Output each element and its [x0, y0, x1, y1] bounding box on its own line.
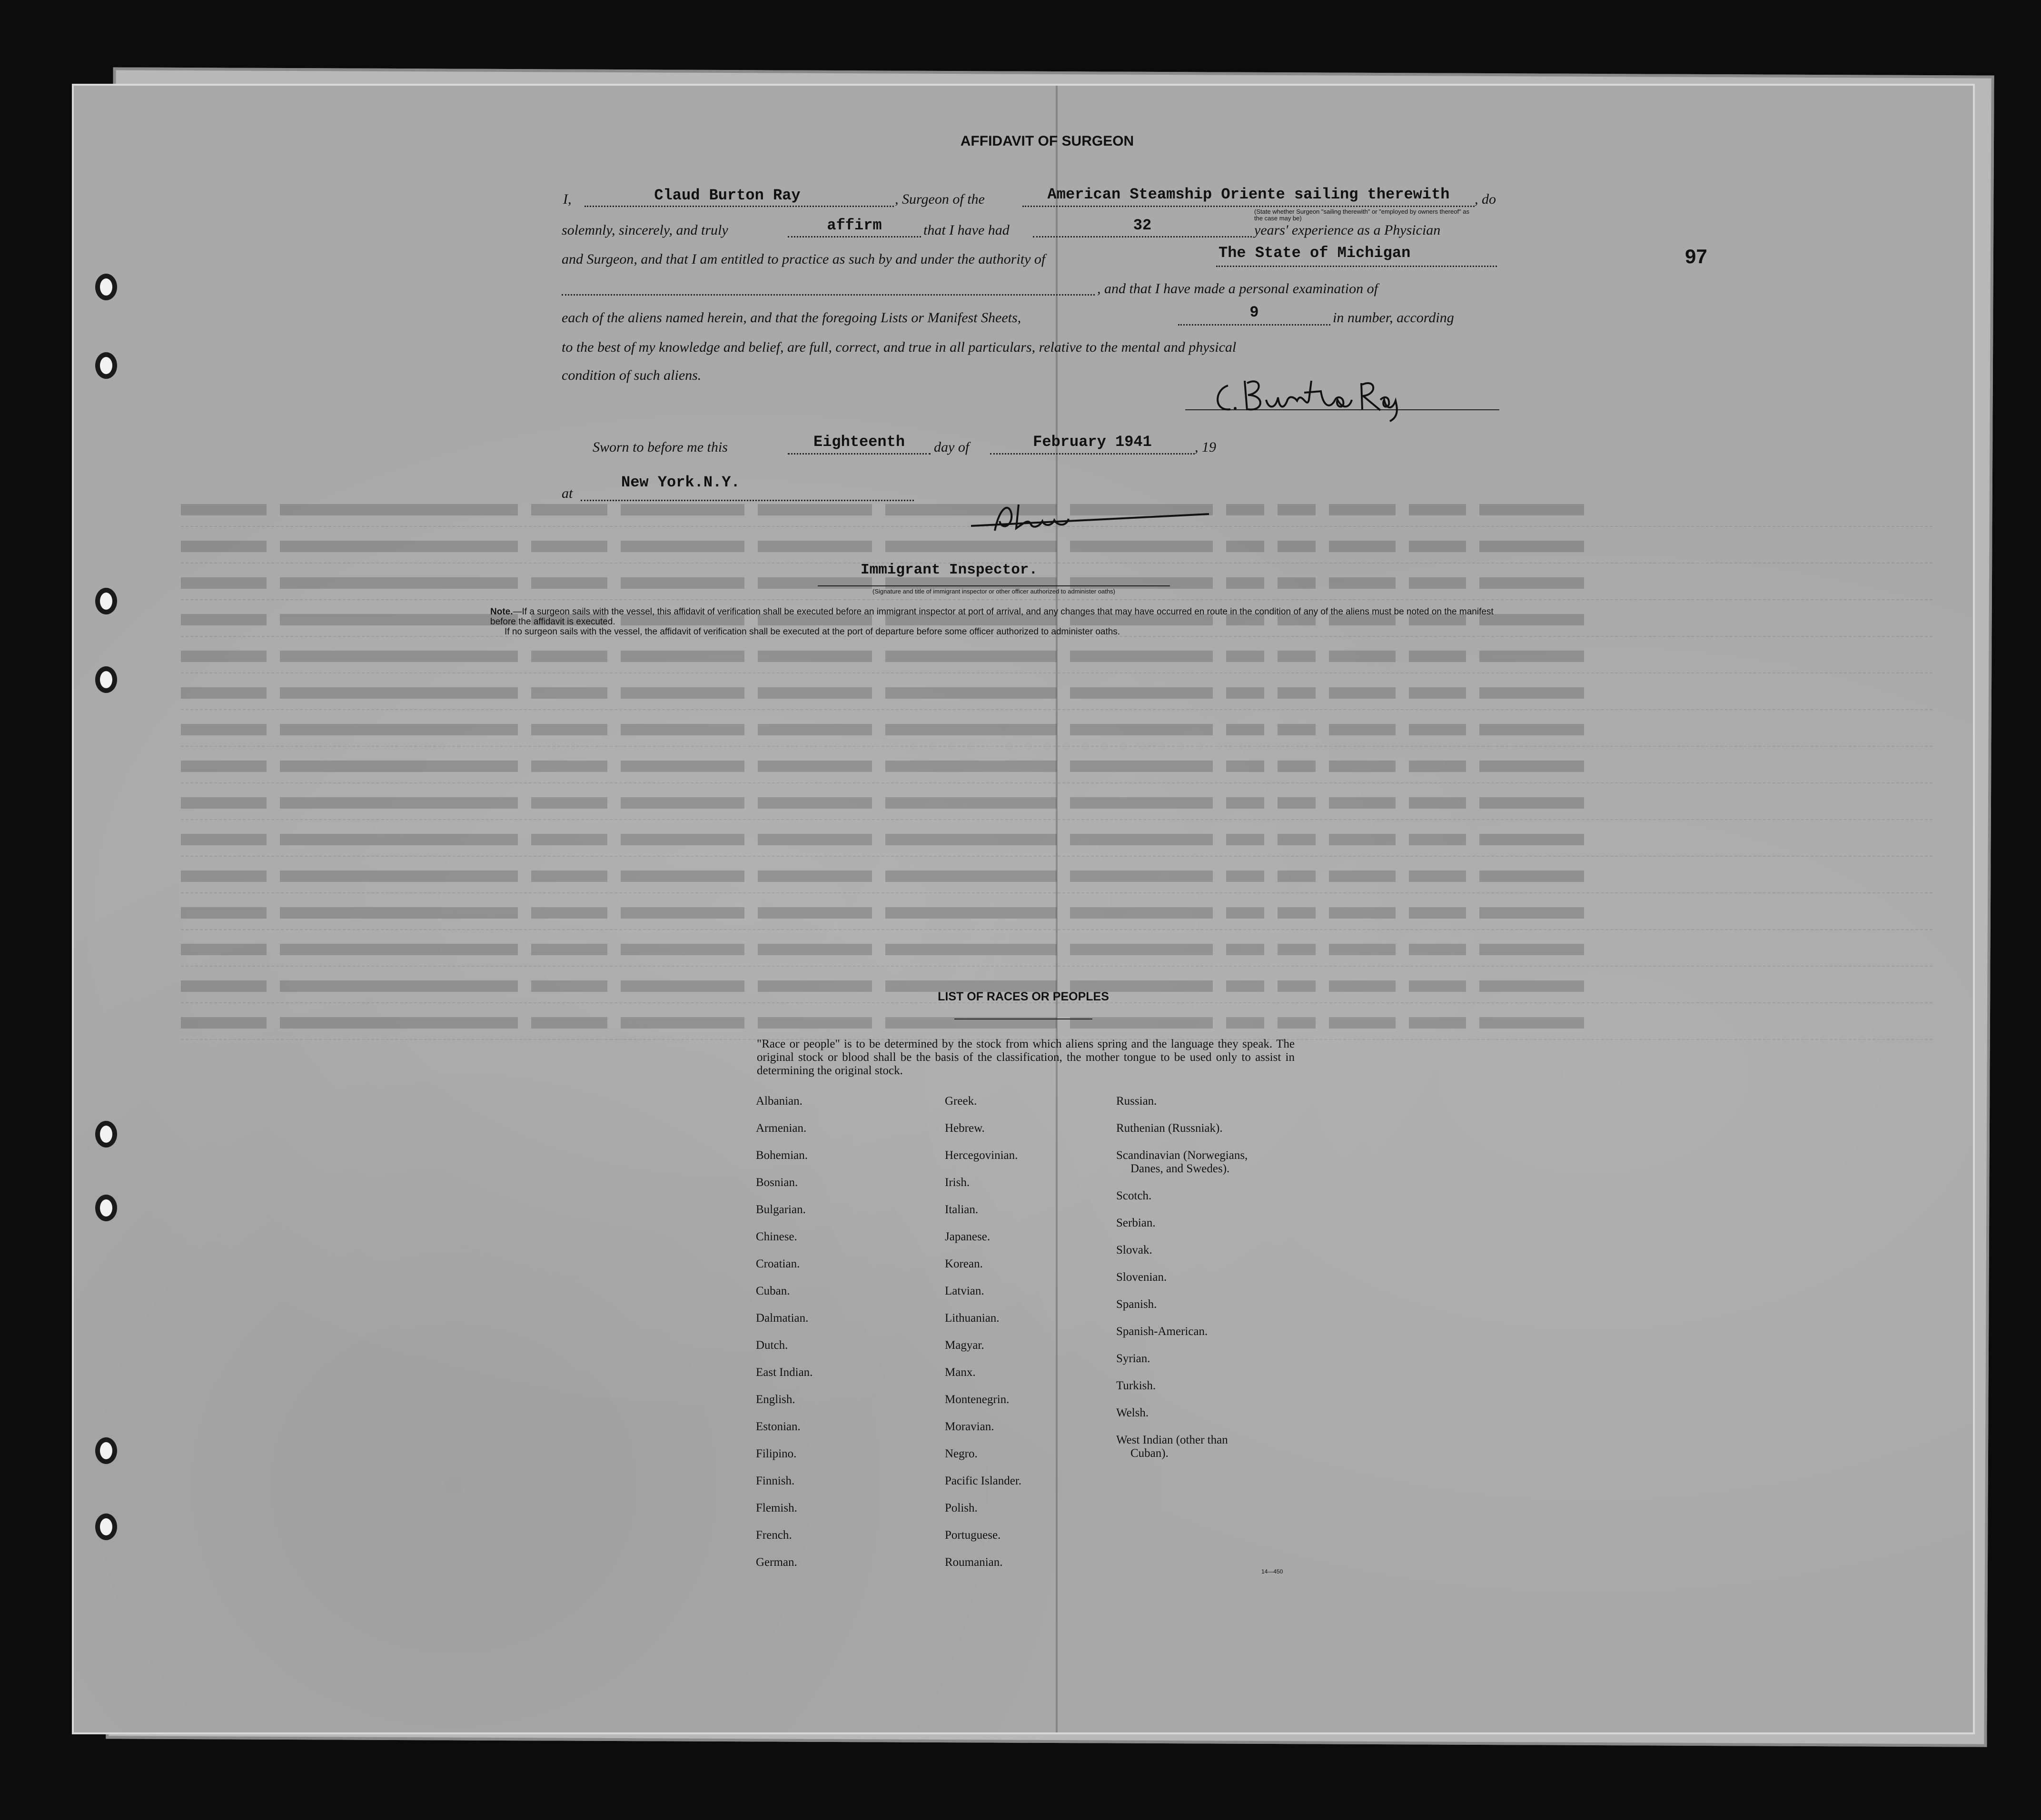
race-item: German.: [756, 1556, 797, 1569]
race-item: Spanish.: [1116, 1298, 1157, 1311]
year-prefix-label: , 19: [1195, 439, 1216, 455]
in-number-label: in number, according: [1333, 310, 1454, 326]
each-label: each of the aliens named herein, and that the foregoing Lists or Manifest Sheets,: [562, 310, 1021, 326]
affirm-line: [788, 236, 921, 237]
day-of-label: day of: [934, 439, 970, 455]
race-item: Finnish.: [756, 1474, 795, 1487]
have-had-label: that I have had: [923, 222, 1010, 238]
race-item: Manx.: [945, 1366, 976, 1379]
inspector-signature: [952, 493, 1219, 540]
condition-label: condition of such aliens.: [562, 367, 702, 383]
note-line-1: —If a surgeon sails with the vessel, this affidavit of verification shall be executed before an immigrant inspector at port of arrival, and any changes that may have occurred en route in the condition of any of the aliens must be noted on the manifest before the affidavit is executed.: [490, 607, 1494, 627]
inspector-title: Immigrant Inspector.: [861, 562, 1038, 578]
surgeon-of-label: , Surgeon of the: [895, 191, 985, 207]
race-item: Bohemian.: [756, 1149, 808, 1162]
place-field: New York.N.Y.: [621, 474, 740, 491]
race-item: Serbian.: [1116, 1217, 1156, 1229]
i-label: I,: [563, 191, 572, 207]
years-label: years' experience as a Physician: [1254, 222, 1441, 238]
race-item: Ruthenian (Russniak).: [1116, 1122, 1223, 1135]
race-item: Welsh.: [1116, 1406, 1149, 1419]
binder-hole: [95, 1513, 117, 1540]
race-item: [1116, 1149, 1248, 1189]
examination-label: , and that I have made a personal examination of: [1097, 281, 1378, 297]
race-item: Hebrew.: [945, 1122, 985, 1135]
race-item: Polish.: [945, 1502, 978, 1514]
race-item: Hercegovinian.: [945, 1149, 1018, 1162]
surgeon-name-line: [585, 206, 894, 207]
races-intro: "Race or people" is to be determined by the stock from which aliens spring and the language they speak. The original stock or blood shall be the basis of the classification, the mother tongue to be used only to assist in determining the original stock.: [757, 1038, 1295, 1077]
race-item: Filipino.: [756, 1447, 797, 1460]
month-year-line: [990, 453, 1195, 455]
years-field: 32: [1133, 217, 1152, 234]
inspector-caption: (Signature and title of immigrant inspector or other officer authorized to administer oaths): [872, 588, 1115, 595]
race-item: Dalmatian.: [756, 1312, 809, 1325]
sheets-count-field: 9: [1249, 304, 1259, 321]
race-item: Armenian.: [756, 1122, 807, 1135]
vessel-note: (State whether Surgeon "sailing therewith" or "employed by owners thereof" as the case may be): [1254, 208, 1470, 222]
race-item: Bosnian.: [756, 1176, 798, 1189]
years-line: [1033, 236, 1252, 237]
race-item: [1116, 1434, 1248, 1474]
race-item: Albanian.: [756, 1095, 803, 1108]
authority-line: [1216, 266, 1497, 267]
race-item: Negro.: [945, 1447, 978, 1460]
races-column-2: [945, 1095, 1021, 1583]
note-label: Note.: [490, 607, 513, 617]
race-item: Estonian.: [756, 1420, 801, 1433]
race-item: Roumanian.: [945, 1556, 1003, 1569]
surgeon-signature: [1209, 371, 1409, 424]
race-item: Scotch.: [1116, 1189, 1152, 1202]
race-item: English.: [756, 1393, 795, 1406]
note-line-2: If no surgeon sails with the vessel, the affidavit of verification shall be executed at the port of departure before some officer authorized to administer oaths.: [505, 627, 1120, 637]
race-item: Russian.: [1116, 1095, 1157, 1108]
authority-continuation-line: [562, 294, 1095, 296]
race-item: Dutch.: [756, 1339, 788, 1352]
bleed-through-table: [181, 490, 1932, 1028]
surgeon-name-field: Claud Burton Ray: [654, 187, 801, 204]
race-item: Greek.: [945, 1095, 977, 1108]
at-label: at: [562, 485, 573, 501]
vessel-field: American Steamship Oriente sailing therewith: [1047, 186, 1450, 203]
race-item-line: Danes, and Swedes).: [1130, 1162, 1230, 1175]
page-number: 97: [1685, 245, 1707, 267]
affirm-field: affirm: [827, 217, 882, 234]
solemnly-label: solemnly, sincerely, and truly: [562, 222, 728, 238]
race-item: Turkish.: [1116, 1379, 1156, 1392]
place-line: [581, 500, 914, 501]
race-item: Spanish-American.: [1116, 1325, 1208, 1338]
race-item: French.: [756, 1529, 792, 1542]
authority-field: The State of Michigan: [1219, 244, 1411, 262]
race-item: Moravian.: [945, 1420, 994, 1433]
binder-hole: [95, 1121, 117, 1147]
races-title: LIST OF RACES OR PEOPLES: [938, 990, 1109, 1003]
race-item-line: Scandinavian (Norwegians,: [1116, 1149, 1248, 1162]
binder-hole: [95, 588, 117, 614]
race-item: Lithuanian.: [945, 1312, 1000, 1325]
race-item: Flemish.: [756, 1502, 797, 1514]
binder-hole: [95, 1195, 117, 1221]
form-number: 14—450: [1261, 1568, 1283, 1575]
race-item: Korean.: [945, 1257, 983, 1270]
races-column-3: [1116, 1095, 1248, 1474]
race-item: Pacific Islander.: [945, 1474, 1022, 1487]
race-item: East Indian.: [756, 1366, 813, 1379]
sworn-day-line: [788, 453, 931, 455]
sworn-label: Sworn to before me this: [593, 439, 728, 455]
race-item: Latvian.: [945, 1285, 984, 1297]
do-label: , do: [1475, 191, 1496, 207]
race-item-line: West Indian (other than: [1116, 1434, 1228, 1446]
race-item: Japanese.: [945, 1230, 991, 1243]
race-item: Bulgarian.: [756, 1203, 806, 1216]
knowledge-label: to the best of my knowledge and belief, are full, correct, and true in all particulars, relative to the mental and physical: [562, 339, 1237, 355]
sheets-count-line: [1178, 324, 1330, 326]
sworn-day-field: Eighteenth: [813, 433, 905, 451]
race-item-line: Cuban).: [1130, 1447, 1169, 1460]
race-item: Syrian.: [1116, 1352, 1150, 1365]
binder-hole: [95, 274, 117, 300]
race-item: Slovak.: [1116, 1244, 1152, 1256]
races-column-1: [756, 1095, 812, 1583]
binder-hole: [95, 352, 117, 379]
inspector-signature-line: [818, 585, 1170, 586]
affidavit-title: AFFIDAVIT OF SURGEON: [960, 133, 1134, 149]
race-item: Magyar.: [945, 1339, 984, 1352]
race-item: Slovenian.: [1116, 1271, 1167, 1284]
race-item: Cuban.: [756, 1285, 790, 1297]
race-item: Portuguese.: [945, 1529, 1001, 1542]
race-item: Italian.: [945, 1203, 979, 1216]
month-year-field: February 1941: [1033, 433, 1152, 451]
binder-hole: [95, 666, 117, 693]
race-item: Chinese.: [756, 1230, 797, 1243]
race-item: Montenegrin.: [945, 1393, 1010, 1406]
note-text: [490, 607, 1504, 637]
and-surgeon-label: and Surgeon, and that I am entitled to practice as such by and under the authority of: [562, 251, 1046, 267]
race-item: Croatian.: [756, 1257, 800, 1270]
race-item: Irish.: [945, 1176, 970, 1189]
binder-hole: [95, 1437, 117, 1464]
vessel-line: [1022, 206, 1475, 207]
